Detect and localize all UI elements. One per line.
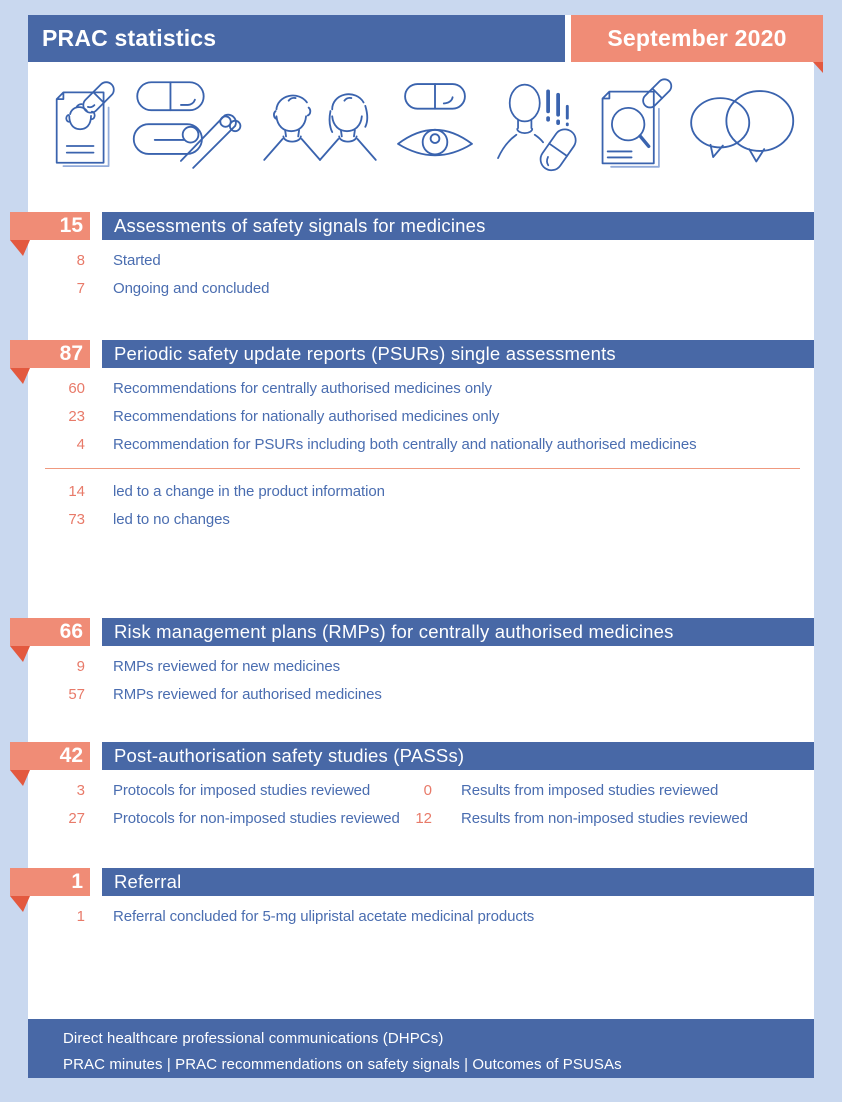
stat-label: Referral concluded for 5-mg ulipristal acetate medicinal products (113, 908, 535, 925)
stat-label: RMPs reviewed for new medicines (113, 658, 340, 675)
stat-row (0, 431, 814, 459)
stat-label: RMPs reviewed for authorised medicines (113, 686, 382, 703)
stat-label: Results from non-imposed studies reviewed (461, 810, 748, 827)
stat-value: 4 (76, 436, 85, 453)
section-count-badge (10, 742, 90, 770)
section-title-bar: Periodic safety update reports (PSURs) single assessments (102, 340, 814, 368)
stat-row (0, 777, 814, 805)
patient-report-capsule-icon (50, 79, 122, 178)
stat-label: led to no changes (113, 511, 230, 528)
stat-row (0, 375, 814, 403)
stat-label: Recommendations for centrally authorised medicines only (113, 380, 492, 397)
section-count-badge (10, 868, 90, 896)
footer-links-bar (28, 1019, 814, 1078)
stat-row (0, 403, 814, 431)
stat-value: 60 (68, 380, 85, 397)
section-count-badge (10, 618, 90, 646)
stat-value: 57 (68, 686, 85, 703)
stat-row (0, 478, 814, 506)
stat-label: Started (113, 252, 161, 269)
pharmacovigilance-icon-strip (50, 72, 795, 184)
section-title-bar: Risk management plans (RMPs) for centrally authorised medicines (102, 618, 814, 646)
stat-row (0, 681, 814, 709)
stat-label: Protocols for imposed studies reviewed (113, 782, 371, 799)
stat-row (0, 805, 814, 833)
section-count: 42 (59, 744, 83, 767)
medicine-monitoring-eye-icon (391, 77, 479, 179)
report-date: September 2020 (607, 25, 787, 51)
stat-value: 1 (76, 908, 85, 925)
stat-label: Protocols for non-imposed studies reviewed (113, 810, 400, 827)
stat-label: Recommendation for PSURs including both centrally and nationally authorised medicines (113, 436, 697, 453)
stat-label: Recommendations for nationally authorised medicines only (113, 408, 500, 425)
stat-label: Ongoing and concluded (113, 280, 270, 297)
stat-value: 3 (76, 782, 85, 799)
section-title-bar: Referral (102, 868, 814, 896)
document-review-magnifier-icon (594, 78, 676, 179)
stat-value: 27 (68, 810, 85, 827)
stat-label: led to a change in the product information (113, 483, 385, 500)
section-count-badge (10, 212, 90, 240)
section-count-badge (10, 340, 90, 368)
stat-value: 73 (68, 511, 85, 528)
stat-value: 12 (415, 810, 432, 827)
section-title-bar: Assessments of safety signals for medicines (102, 212, 814, 240)
stat-row (0, 653, 814, 681)
stat-label: Results from imposed studies reviewed (461, 782, 719, 799)
stat-value: 14 (68, 483, 85, 500)
stat-value: 0 (423, 782, 432, 799)
stat-value: 23 (68, 408, 85, 425)
section-count: 1 (71, 870, 83, 893)
stat-row (0, 247, 814, 275)
hand-holding-medicine-icon (132, 77, 250, 180)
footer-line-dhpc: Direct healthcare professional communications (DHPCs) (63, 1030, 444, 1047)
section-title-bar: Post-authorisation safety studies (PASSs) (102, 742, 814, 770)
section-count: 87 (59, 342, 83, 365)
stat-row (0, 506, 814, 534)
section-count: 15 (59, 214, 83, 237)
patients-icon (259, 78, 381, 177)
page-title: PRAC statistics (28, 15, 565, 62)
section-count: 66 (59, 620, 83, 643)
stat-row (0, 275, 814, 303)
side-effect-alert-icon (488, 78, 584, 178)
discussion-bubbles-icon (685, 77, 795, 179)
footer-line-prac-links: PRAC minutes | PRAC recommendations on safety signals | Outcomes of PSUSAs (63, 1056, 622, 1073)
report-date-banner (571, 15, 823, 62)
banner-fold-decoration (813, 62, 823, 73)
stat-value: 9 (76, 658, 85, 675)
section-divider (45, 468, 800, 469)
stat-value: 7 (76, 280, 85, 297)
stat-row (0, 903, 814, 931)
stat-value: 8 (76, 252, 85, 269)
